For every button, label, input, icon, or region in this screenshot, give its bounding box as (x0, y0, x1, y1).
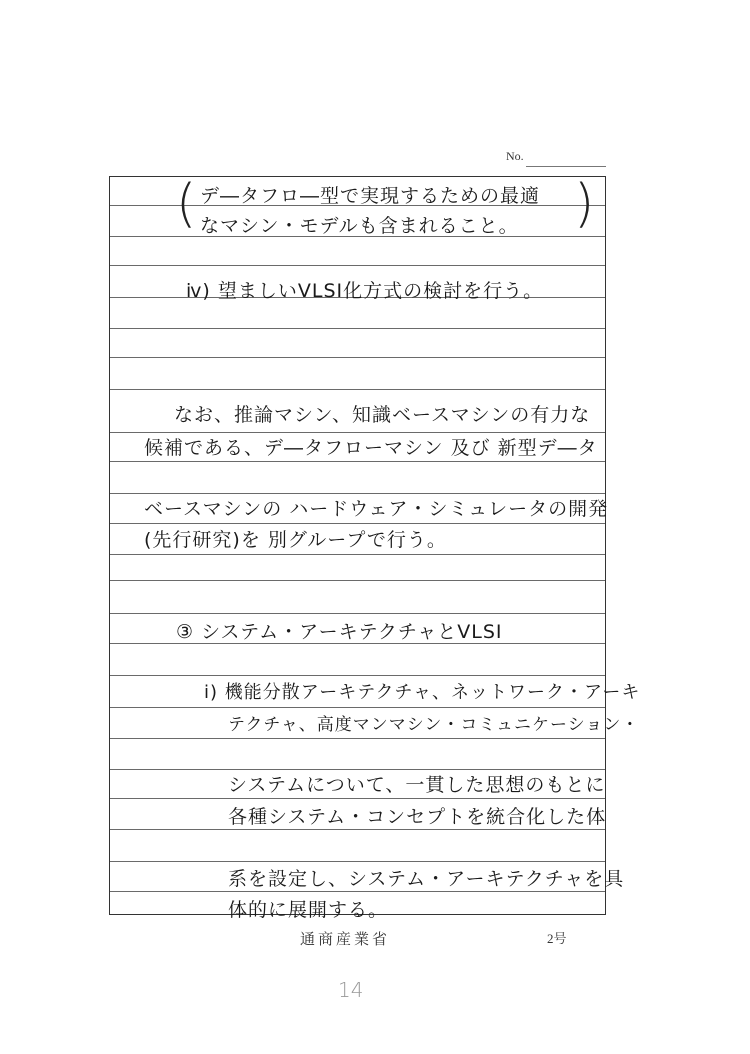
left-bracket-mark: ( (176, 174, 197, 234)
ruled-line (110, 738, 605, 739)
ruled-line (110, 675, 605, 676)
right-bracket-mark: ) (574, 174, 595, 234)
ruled-line (110, 328, 605, 329)
ruled-line (110, 861, 605, 862)
handwritten-line: なマシン・モデルも含まれること。 (200, 215, 519, 237)
handwritten-line: (先行研究)を 別グループで行う。 (144, 529, 447, 551)
handwritten-line: ベースマシンの ハードウェア・シミュレータの開発 (144, 498, 609, 520)
ruled-line (110, 389, 605, 390)
number-field-line (526, 166, 606, 167)
ruled-line (110, 554, 605, 555)
ruled-line (110, 580, 605, 581)
handwritten-line: ③ システム・アーキテクチャとVLSI (176, 621, 503, 643)
handwritten-line: システムについて、一貫した思想のもとに (228, 774, 606, 796)
handwritten-line: 体的に展開する。 (228, 899, 389, 921)
handwritten-line: ⅰ) 機能分散アーキテクチャ、ネットワーク・アーキ (204, 682, 641, 703)
handwritten-line: 系を設定し、システム・アーキテクチャを具 (228, 868, 625, 890)
handwritten-line: テクチャ、高度マンマシン・コミュニケーション・ (228, 715, 640, 735)
ruled-line (110, 707, 605, 708)
ruled-line (110, 357, 605, 358)
ministry-name: 通商産業省 (300, 930, 391, 948)
ruled-line (110, 891, 605, 892)
page-number: 14 (338, 978, 364, 1002)
ruled-line (110, 523, 605, 524)
handwritten-line: 候補である、デ―タフローマシン 及び 新型デ―タ (144, 437, 598, 459)
ruled-line (110, 265, 605, 266)
handwritten-line: 各種システム・コンセプトを統合化した体 (228, 806, 607, 828)
handwritten-line: なお、推論マシン、知識ベースマシンの有力な (174, 404, 591, 426)
handwritten-line: デ―タフロ―型で実現するための最適 (200, 185, 541, 207)
ruled-line (110, 461, 605, 462)
number-label: No. (506, 149, 524, 163)
ruled-line (110, 798, 605, 799)
form-number: 2号 (547, 931, 567, 946)
ruled-line (110, 829, 605, 830)
ruled-line (110, 613, 605, 614)
handwritten-line: ⅳ) 望ましいVLSI化方式の検討を行う。 (186, 280, 544, 302)
